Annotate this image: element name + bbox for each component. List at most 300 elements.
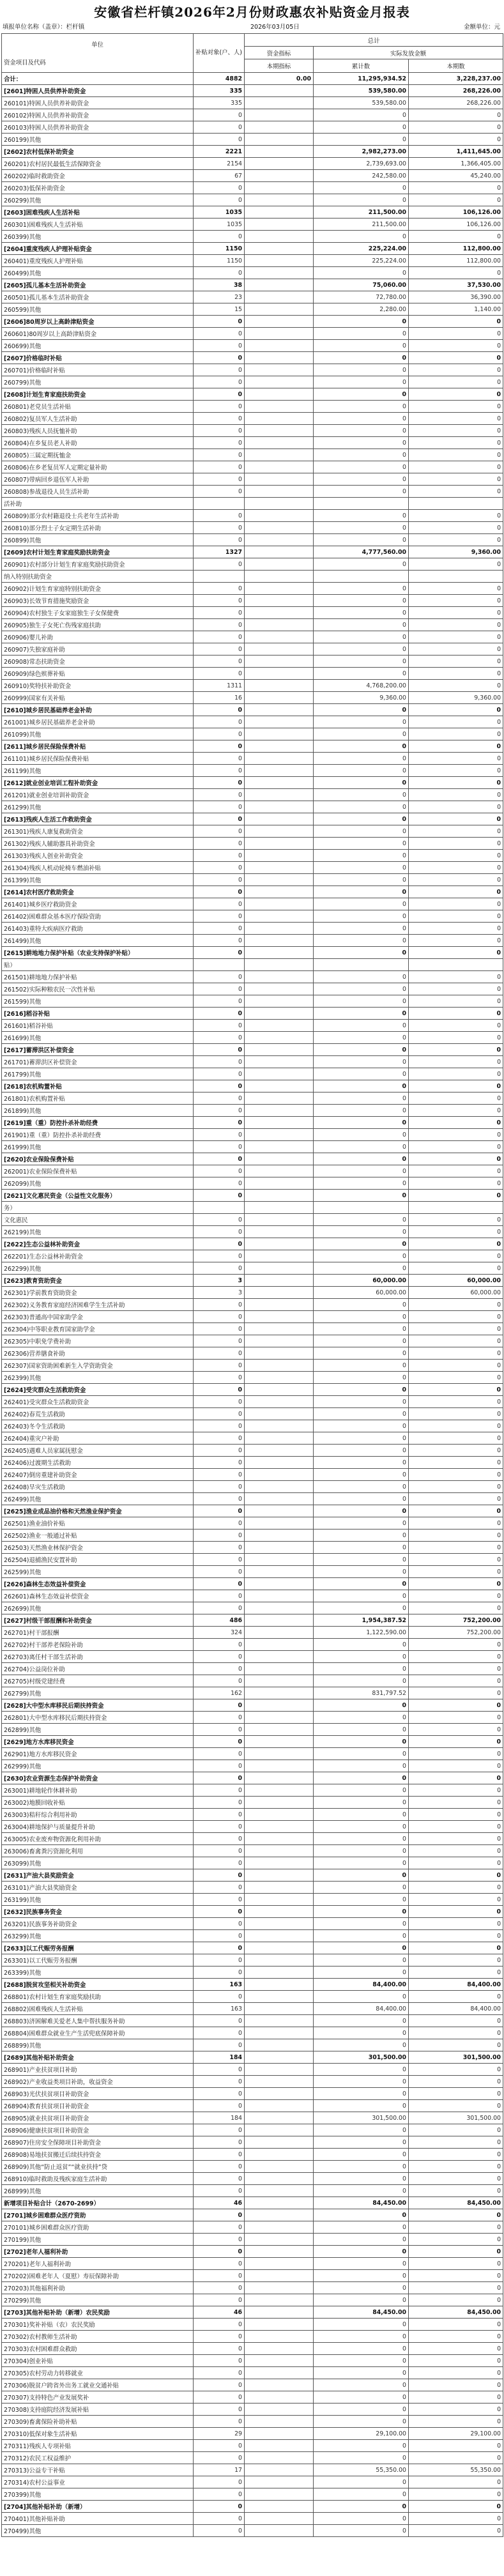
count-cell: 0 [194,401,245,413]
table-row [2,2513,503,2525]
cumulative-cell: 0 [314,813,409,825]
current-cell: 0 [409,1347,503,1360]
count-cell: 0 [194,1117,245,1129]
item-name-cell: 261001)城乡居民基础养老金补助 [2,716,194,728]
cumulative-cell: 0 [314,2124,409,2136]
cumulative-cell: 0 [314,2440,409,2452]
current-cell: 60,000.00 [409,1287,503,1299]
count-cell: 0 [194,910,245,923]
current-cell: 0 [409,558,503,571]
table-group-row [2,1044,503,1056]
table-row [2,1724,503,1736]
cumulative-cell: 0 [314,1699,409,1712]
current-cell: 0 [409,231,503,243]
cumulative-cell: 0 [314,2513,409,2525]
indicator-cell [245,316,314,328]
current-cell: 0 [409,1117,503,1129]
table-row [2,656,503,668]
cumulative-cell: 0 [314,1432,409,1445]
cumulative-cell: 0 [314,2404,409,2416]
count-cell: 0 [194,1699,245,1712]
count-cell: 163 [194,2003,245,2015]
current-cell: 0 [409,1068,503,1080]
count-cell: 0 [194,740,245,753]
current-cell: 0 [409,1748,503,1760]
cumulative-cell: 0 [314,631,409,643]
cumulative-cell: 0 [314,2076,409,2088]
current-cell: 0 [409,983,503,995]
current-cell: 0 [409,2161,503,2173]
indicator-cell [245,643,314,656]
count-cell: 0 [194,2367,245,2379]
cumulative-cell: 0 [314,2343,409,2355]
cumulative-cell: 0 [314,1554,409,1566]
current-cell: 9,360.00 [409,692,503,704]
count-cell: 46 [194,2197,245,2209]
cumulative-cell [314,1202,409,1214]
cumulative-cell: 2,982,273.00 [314,146,409,158]
count-cell: 0 [194,753,245,765]
indicator-cell [245,935,314,947]
item-name-cell: [2602]农村低保补助资金 [2,146,194,158]
indicator-cell [245,740,314,753]
cumulative-cell: 0 [314,1529,409,1542]
item-name-cell: 262701)村干部报酬 [2,1627,194,1639]
table-row [2,1214,503,1226]
count-cell [194,1202,245,1214]
table-row [2,2379,503,2391]
item-name-cell: [2629]地方水库移民资金 [2,1736,194,1748]
table-row [2,825,503,838]
table-group-row [2,1275,503,1287]
indicator-cell [245,182,314,194]
count-cell: 0 [194,1092,245,1105]
count-cell: 0 [194,886,245,898]
indicator-cell [245,2476,314,2488]
current-cell: 0 [409,1517,503,1529]
indicator-cell [245,425,314,437]
indicator-cell [245,983,314,995]
count-cell: 0 [194,1821,245,1833]
cumulative-cell: 0 [314,1954,409,1966]
current-cell: 0 [409,1869,503,1882]
item-name-cell: 270306)脱贫户跨省外出务工就业交通补贴 [2,2379,194,2391]
current-cell [409,1202,503,1214]
current-cell: 0 [409,1590,503,1602]
cumulative-cell: 0 [314,740,409,753]
table-row [2,1517,503,1529]
cumulative-cell: 2,280.00 [314,303,409,316]
current-cell: 112,800.00 [409,243,503,255]
item-name-cell: 268902)产业收益类项目补助，收益资金 [2,2076,194,2088]
count-cell [194,498,245,510]
current-cell: 0 [409,765,503,777]
indicator-cell [245,1032,314,1044]
indicator-cell [245,1226,314,1238]
table-row [2,1930,503,1942]
indicator-cell [245,340,314,352]
item-name-cell: 270307)支持特色产业发展奖补 [2,2391,194,2404]
indicator-cell [245,401,314,413]
item-name-cell: 263201)民族事务补助资金 [2,1918,194,1930]
indicator-cell [245,1869,314,1882]
count-cell: 0 [194,2076,245,2088]
item-name-cell: 261901)重（重）防控扑杀补助经费 [2,1129,194,1141]
current-cell: 0 [409,2282,503,2294]
item-name-cell: 268802)困难残疾人生活补贴 [2,2003,194,2015]
cumulative-cell: 0 [314,134,409,146]
current-cell: 0 [409,1372,503,1384]
indicator-cell [245,231,314,243]
money-unit: 金额单位：元 [463,24,500,31]
indicator-cell [245,388,314,401]
cumulative-cell: 84,400.00 [314,1979,409,1991]
count-cell: 0 [194,2416,245,2428]
item-name-cell: 263005)农业废弃物资源化利用补助 [2,1833,194,1845]
table-row [2,1882,503,1894]
cumulative-cell: 0 [314,850,409,862]
item-name-cell: [2616]稻谷补贴 [2,1008,194,1020]
table-row [2,2076,503,2088]
item-name-cell: 260701)价格临时补贴 [2,364,194,376]
count-cell: 0 [194,328,245,340]
table-row [2,1032,503,1044]
current-cell: 0 [409,1226,503,1238]
count-cell: 0 [194,1347,245,1360]
indicator-cell [245,2331,314,2343]
item-name-cell: 262099)其他 [2,1177,194,1190]
indicator-cell [245,170,314,182]
table-row [2,121,503,134]
count-cell: 23 [194,291,245,303]
cumulative-cell: 0 [314,607,409,619]
current-cell: 0 [409,1651,503,1663]
current-cell: 0 [409,388,503,401]
item-name-cell: 261799)其他 [2,1068,194,1080]
count-cell: 1150 [194,243,245,255]
column-header-cumulative: 累计数 [314,59,409,73]
table-row [2,595,503,607]
current-cell: 112,800.00 [409,255,503,267]
current-cell: 55,350.00 [409,2464,503,2476]
indicator-cell [245,2076,314,2088]
indicator-cell [245,680,314,692]
current-cell: 0 [409,1578,503,1590]
count-cell: 0 [194,1311,245,1323]
item-name-cell: [2611]城乡居民保险保费补贴 [2,740,194,753]
current-cell: 268,226.00 [409,85,503,97]
current-cell: 0 [409,1966,503,1979]
count-cell: 0 [194,267,245,279]
current-cell: 0 [409,1056,503,1068]
table-row [2,2161,503,2173]
count-cell: 0 [194,1797,245,1809]
count-cell: 0 [194,1105,245,1117]
count-cell: 184 [194,2112,245,2124]
indicator-cell [245,1335,314,1347]
item-name-cell: 268909)其他“防止返贫”“就业扶持”贷 [2,2161,194,2173]
item-name-cell: 260401)重度残疾人护理补贴 [2,255,194,267]
count-cell: 0 [194,2488,245,2501]
item-name-cell: 260301)困难残疾人生活补贴 [2,218,194,231]
count-cell: 0 [194,2404,245,2416]
count-cell: 0 [194,2452,245,2464]
current-cell: 0 [409,1724,503,1736]
item-name-cell: 261599)其他 [2,995,194,1008]
count-cell: 1327 [194,546,245,558]
table-row [2,874,503,886]
table-row [2,1335,503,1347]
table-row [2,2039,503,2051]
current-cell: 0 [409,2124,503,2136]
cumulative-cell: 0 [314,437,409,449]
table-row [2,2343,503,2355]
table-row [2,1105,503,1117]
table-row [2,1020,503,1032]
indicator-cell [245,1214,314,1226]
item-name-cell: 262407)倒房重建补助资金 [2,1469,194,1481]
count-cell: 67 [194,170,245,182]
item-name-cell: 262304)中等职业教育国家助学金 [2,1323,194,1335]
count-cell: 0 [194,1214,245,1226]
item-name-cell: [2613]残疾人生活工作救助资金 [2,813,194,825]
table-row [2,1748,503,1760]
current-cell: 0 [409,1335,503,1347]
item-name-cell: 260601)80周岁以上高龄津贴资金 [2,328,194,340]
current-cell: 0 [409,2064,503,2076]
count-cell: 0 [194,2513,245,2525]
item-name-cell: 270101)城乡困难群众医疗资助 [2,2221,194,2234]
current-cell: 0 [409,1639,503,1651]
current-cell: 0 [409,109,503,121]
current-cell: 0 [409,1505,503,1517]
count-cell: 0 [194,1505,245,1517]
indicator-cell [245,534,314,546]
report-title: 安徽省栏杆镇2026年2月份财政惠农补贴资金月报表 [94,4,410,20]
current-cell: 0 [409,2015,503,2027]
indicator-cell [245,607,314,619]
cumulative-cell: 0 [314,2185,409,2197]
cumulative-cell: 0 [314,983,409,995]
count-cell: 0 [194,1857,245,1869]
table-row [2,109,503,121]
indicator-cell [245,352,314,364]
count-cell: 324 [194,1627,245,1639]
current-cell: 0 [409,2525,503,2537]
table-row [2,1760,503,1772]
item-name-cell: 270309)畜禽保险补助补贴 [2,2416,194,2428]
count-cell: 0 [194,2379,245,2391]
indicator-cell [245,910,314,923]
cumulative-cell: 0 [314,558,409,571]
count-cell: 0 [194,1226,245,1238]
table-group-row [2,1505,503,1517]
item-name-cell: 268908)易地扶贫搬迁后续扶持资金 [2,2149,194,2161]
column-header-indicator: 资金指标 [245,47,314,59]
indicator-cell [245,1117,314,1129]
cumulative-cell: 0 [314,2391,409,2404]
item-name-cell: 260801)老党员生活补贴 [2,401,194,413]
count-cell: 0 [194,1080,245,1092]
count-cell: 0 [194,364,245,376]
table-row [2,1542,503,1554]
current-cell: 0 [409,1129,503,1141]
cumulative-cell: 0 [314,1505,409,1517]
cumulative-cell: 0 [314,1760,409,1772]
cumulative-cell: 0 [314,2476,409,2488]
count-cell: 0 [194,2525,245,2537]
current-cell: 0 [409,2027,503,2039]
indicator-cell [245,1857,314,1869]
count-cell: 0 [194,1590,245,1602]
count-cell: 0 [194,109,245,121]
table-row [2,1663,503,1675]
item-name-cell: 260901)农村部分计划生育家庭奖励扶助资金 [2,558,194,571]
current-cell: 0 [409,267,503,279]
subsidy-table [1,33,503,2537]
indicator-cell [245,558,314,571]
item-name-cell: 262699)其他 [2,1602,194,1614]
count-cell: 0 [194,1845,245,1857]
table-row [2,1262,503,1275]
item-name-cell: 263004)耕地保护与质量提升补助 [2,1821,194,1833]
indicator-cell [245,1687,314,1699]
indicator-cell [245,1311,314,1323]
current-cell: 84,450.00 [409,2197,503,2209]
table-row [2,1311,503,1323]
indicator-cell [245,850,314,862]
indicator-cell [245,1505,314,1517]
cumulative-cell [314,498,409,510]
table-total-row [2,73,503,85]
item-name-cell: 268907)住房安全保障项目补助资金 [2,2136,194,2149]
indicator-cell [245,728,314,740]
table-row [2,2221,503,2234]
current-cell: 0 [409,1323,503,1335]
table-row [2,2355,503,2367]
count-cell: 1150 [194,255,245,267]
cumulative-cell: 0 [314,182,409,194]
current-cell: 0 [409,2173,503,2185]
cumulative-cell: 0 [314,461,409,473]
cumulative-cell: 0 [314,947,409,959]
item-name-cell: [2610]城乡居民基础养老金补助 [2,704,194,716]
indicator-cell [245,2112,314,2124]
indicator-cell [245,376,314,388]
cumulative-cell: 0 [314,1566,409,1578]
indicator-cell [245,595,314,607]
indicator-cell [245,1129,314,1141]
cumulative-cell: 242,580.00 [314,170,409,182]
indicator-cell [245,753,314,765]
current-cell: 0 [409,2476,503,2488]
table-row [2,2319,503,2331]
table-row [2,1420,503,1432]
table-row [2,2416,503,2428]
current-cell: 0 [409,1044,503,1056]
item-name-cell: 260802)复员军人生活补助 [2,413,194,425]
count-cell: 0 [194,2064,245,2076]
indicator-cell [245,2343,314,2355]
item-name-cell: [2606]80周岁以上高龄津贴资金 [2,316,194,328]
item-name-cell: 260899)其他 [2,534,194,546]
count-cell: 0 [194,1408,245,1420]
indicator-cell [245,1614,314,1627]
item-name-cell: 262307)国家资助困难新生入学资助资金 [2,1360,194,1372]
indicator-cell [245,2027,314,2039]
current-cell: 0 [409,910,503,923]
current-cell: 0 [409,2379,503,2391]
item-name-cell: [2617]蓄滞洪区补偿资金 [2,1044,194,1056]
indicator-cell [245,291,314,303]
count-cell: 486 [194,1614,245,1627]
cumulative-cell: 0 [314,1226,409,1238]
current-cell: 0 [409,1250,503,1262]
cumulative-cell: 1,954,387.52 [314,1614,409,1627]
count-cell: 0 [194,1262,245,1275]
current-cell: 0 [409,1214,503,1226]
cumulative-cell: 0 [314,1396,409,1408]
item-name-cell: [2688]脱贫攻坚相关补助资金 [2,1979,194,1991]
cumulative-cell: 0 [314,2088,409,2100]
item-name-cell: 260809)部分农村籍退役士兵老年生活补助 [2,510,194,522]
item-name-cell: 260299)其他 [2,194,194,206]
count-cell: 0 [194,2015,245,2027]
item-name-cell: 261401)城乡医疗救助资金 [2,898,194,910]
item-name-cell: [2620]农业保险保费补贴 [2,1153,194,1165]
cumulative-cell: 0 [314,1590,409,1602]
table-row [2,2331,503,2343]
item-name-cell: 268905)就业扶贫项目补助资金 [2,2112,194,2124]
table-row [2,170,503,182]
table-row [2,1918,503,1930]
indicator-cell [245,1481,314,1493]
item-name-cell: 261399)其他 [2,874,194,886]
count-cell: 0 [194,1639,245,1651]
indicator-cell [245,255,314,267]
indicator-cell [245,1930,314,1942]
indicator-cell [245,2428,314,2440]
item-name-cell: 261301)残疾人康复救助资金 [2,825,194,838]
table-row [2,291,503,303]
current-cell: 0 [409,2270,503,2282]
cumulative-cell: 11,295,934.52 [314,73,409,85]
count-cell: 0 [194,1942,245,1954]
current-cell: 0 [409,2185,503,2197]
cumulative-cell: 0 [314,2416,409,2428]
indicator-cell [245,1906,314,1918]
indicator-cell [245,279,314,291]
count-cell: 0 [194,2027,245,2039]
item-name-cell: 261801)农机购置补贴 [2,1092,194,1105]
count-cell: 0 [194,1457,245,1469]
column-header-count: 补贴对象(户、人) [194,34,245,73]
count-cell: 0 [194,1809,245,1821]
cumulative-cell: 0 [314,364,409,376]
count-cell: 0 [194,1833,245,1845]
table-row [2,2003,503,2015]
item-name-cell: 260805)三属定期抚恤金 [2,449,194,461]
cumulative-cell: 0 [314,862,409,874]
cumulative-cell: 0 [314,2039,409,2051]
table-row [2,2391,503,2404]
indicator-cell [245,1384,314,1396]
item-name-cell: 260905)独生子女死亡伤残家庭扶助 [2,619,194,631]
item-name-cell: 262402)春荒生活救助 [2,1408,194,1420]
table-row [2,789,503,801]
table-row [2,231,503,243]
indicator-cell [245,1882,314,1894]
